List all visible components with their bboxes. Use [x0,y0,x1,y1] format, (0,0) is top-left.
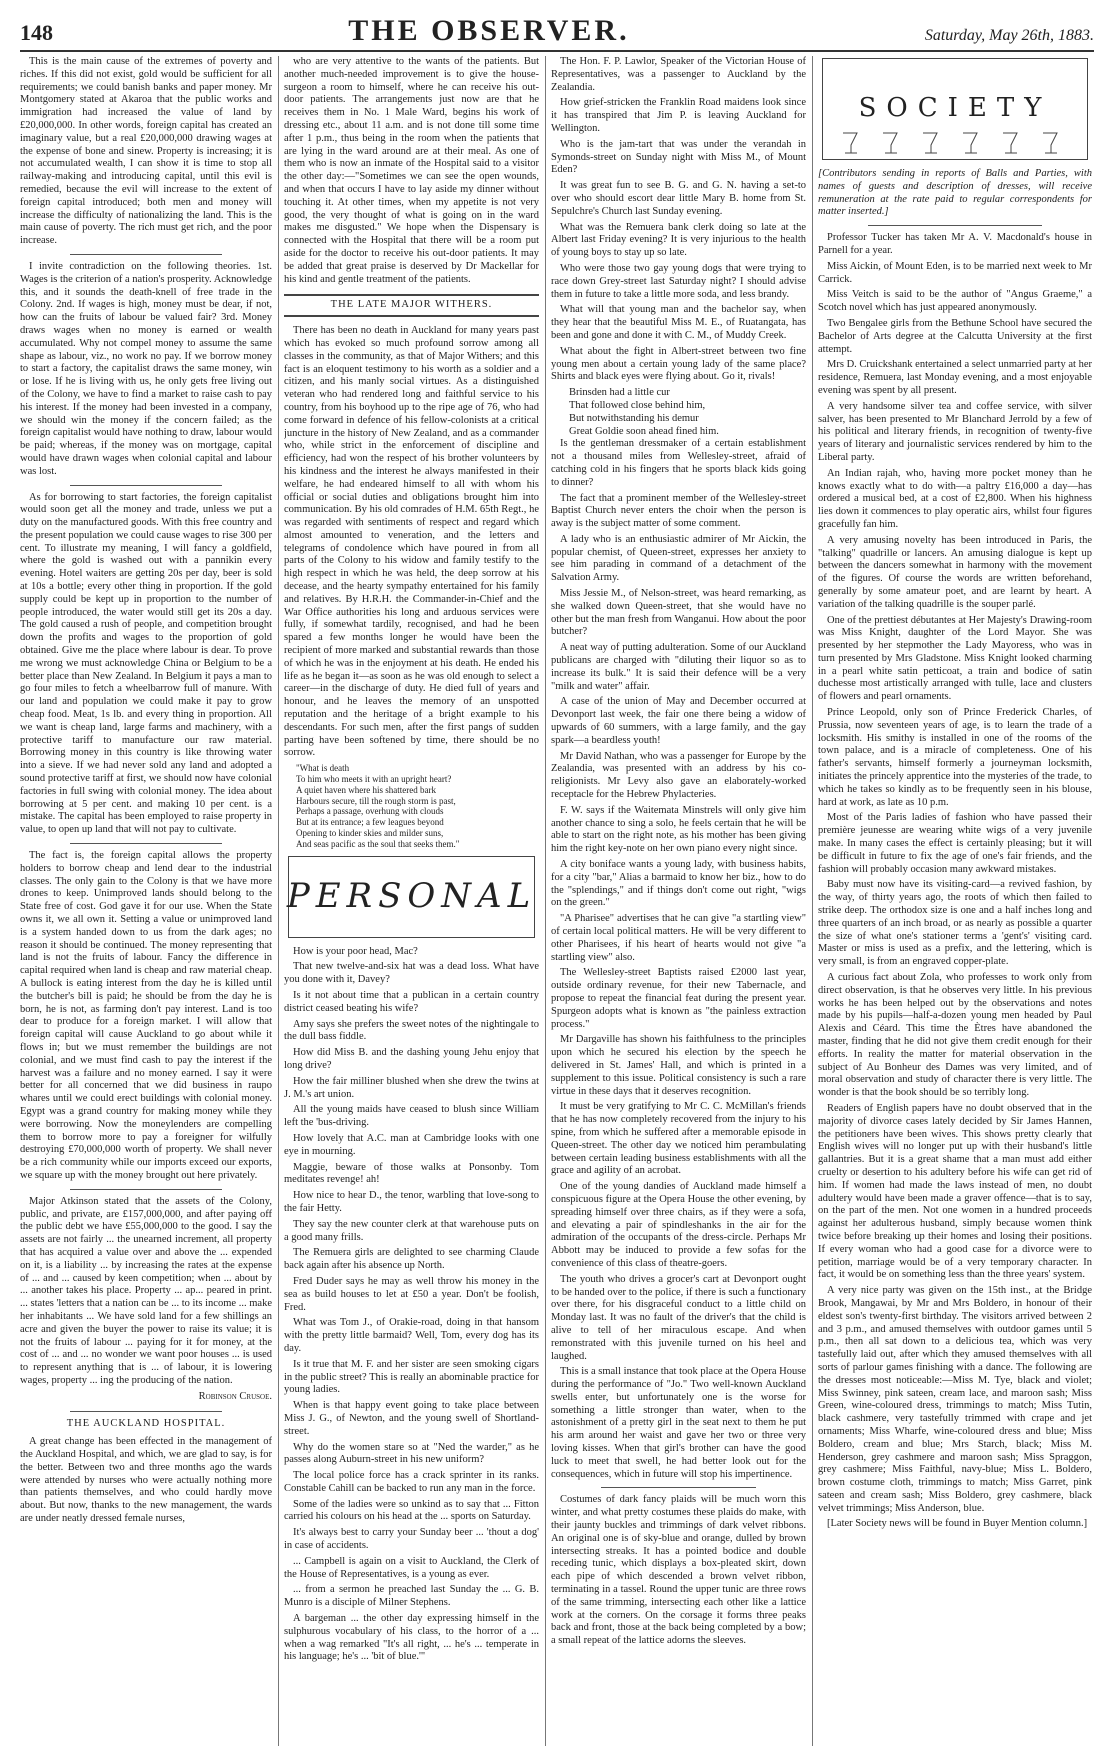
news-item: Baby must now have its visiting-card—a revived fashion, by the way, of thirty years ago, the roots of which then failed to strike deep. The orthodox size is one and a half inches long and three quarters of an inch broad, or as nearly as possible a quarter the size of what one's stationer terms a 'gent's' visiting card. Master or miss is used as a prefix, and the lettering, which is very small, is from an engraved copper-plate. [818,879,1092,968]
divider [70,485,222,486]
news-item: [Later Society news will be found in Buyer Mention column.] [827,1518,1088,1530]
verse-line: Perhaps a passage, overhung with clouds [296,806,444,817]
news-item: F. W. says if the Waitemata Minstrels will only give him another chance to sing a solo, he feels certain that he will be able to start on the right note, as his mother has been giving him the right key-note on her own piano every night since. [551,804,806,855]
article-paragraph: I invite contradiction on the following theories. 1st. Wages is the criterion of a nation's prosperity. Acknowledge this, and it sounds the death-knell of free trade in the Colony. 2nd. If wages is high, money must be dear, if not, how can the fruits of labour be valued fair? 3rd. Money draws wages when no money is earned or wealth accumulated. Why not compel money to assume the same shape as labour, viz., no work no pay. If we borrow money to start a factory, the capitalist draws the same money, win or lose. If he is living with us, he only gets free living out of the Colony, we have to find a market to raise cash to pay his interest. If the money had been invested in a company, we should win the money if the concern failed; as the foreign capitalist would have nothing to draw, labour would be paid; whereas, if the money was on mortgage, capital would have drawn wages when colonial capital and labour was lost. [20,260,272,477]
divider [868,225,1042,226]
verse-line: To him who meets it with an upright heart? [296,774,452,785]
news-item: A bargeman ... the other day expressing himself in the sulphurous vocabulary of his class, to the horror of a ... when a wag remarked "It's all right, ... he's ... temperate in his language; he's ... 'bit of blue.'" [284,1613,539,1663]
news-item: Fred Duder says he may as well throw his money in the sea as build houses to let at £50 a year. Don't be foolish, Fred. [284,1275,539,1313]
news-item: How did Miss B. and the dashing young Jehu enjoy that long drive? [284,1047,539,1071]
news-item: A curious fact about Zola, who professes to work only from direct observation, is that he observes very little. In his previous works he has been helped out by the observations and notes made by his pupils—half-a-dozen young men headed by Paul Alexis and Céard. This time the Ètres have abandoned the master, finding that he did not give them credit enough for their efforts. In reality the matter for material observation in the subject of Au Bonheur des Dames was very limited, and of moral observation and study of character there is very little. The wonder is that the book should be so terribly long. [818,972,1092,1099]
column-3 [551,56,806,1746]
news-item: ... from a sermon he preached last Sunday the ... G. B. Munro is a disciple of Milner Stephens. [284,1584,539,1609]
masthead [20,14,1094,52]
news-item: Readers of English papers have no doubt observed that in the majority of divorce cases lately decided by Sir James Hannen, the petitioners have been wives. This shows pretty clearly that English wives will no longer put up with their husband's little gallantries. But it is a great shame that a man must add either cruelty or desertion to his adultery before his wife can get rid of him. If women had made the laws instead of men, no doubt adultery would have been made a graver offence—that is to say, on the part of the men. Not one women in a hundred proceeds against her adulterous husband, simply because women think twice before breaking up their homes and losing their positions. If every woman who had a good case for a divorce were to petition, marriage would be of a very temporary character. In fact, it would be on something less than the three years' system. [818,1102,1092,1281]
news-item: A neat way of putting adulteration. Some of our Auckland publicans are charged with "diluting their liquor so as to increase its bulk." It is said their defence will be a very "milk and water" affair. [551,642,806,692]
divider [70,254,222,255]
news-item: Some of the ladies were so unkind as to say that ... Fitton carried his colours on his head at the ... sports on Saturday. [284,1498,539,1523]
verse-line: Harbours secure, till the rough storm is past, [296,795,456,806]
news-item: A very handsome silver tea and coffee service, with silver salver, has been presented to Mr Blanchard Jerrold by a few of his political and literary friends, in recognition of twenty-five years of literary and journalistic services rendered by him to the Liberal party. [818,400,1092,463]
news-item: Mrs D. Cruickshank entertained a select unmarried party at her residence, Remuera, last Monday evening, and a most enjoyable evening was spent by all present. [818,359,1092,396]
personal-list [284,946,539,1665]
verse-line: Opening to kinder skies and milder suns, [296,828,444,839]
verse-line: "What is death [296,763,350,774]
divider [601,1487,756,1488]
article-paragraph: A great change has been effected in the management of the Auckland Hospital, and which, we are glad to say, is for the better. Between two and three months ago the wards were attended by nurses who were actually nothing more than patients themselves, and who could hardly move about. But now, thanks to the new management, the wards are under neatly dressed female nurses, [20,1436,272,1525]
author-signature: Robinson Crusoe. [198,1390,272,1402]
glasses-illustration [823,131,1083,155]
news-item: How nice to hear D., the tenor, warbling that love-song to the fair Hetty. [284,1190,539,1214]
column-1 [20,56,272,1746]
news-item: Mr Dargaville has shown his faithfulness to the principles upon which he secured his election by the speech he delivered in St. James' Hall, and which is printed in a supplement to this issue. Political consistency is such a rare virtue in these days that it deserves recognition. [551,1034,806,1097]
news-item: Mr David Nathan, who was a passenger for Europe by the Zealandia, was presented with an address by his co-religionists. Mr Levy also gave an elaborately-worked receptacle for the Hebrew Phylacteries. [551,750,806,801]
news-item: Is the gentleman dressmaker of a certain establishment not a thousand miles from Wellesley-street, afraid of catching cold in his fingers that he sports black kids going to dinner? [551,438,806,488]
news-item: That new twelve-and-six hat was a dead loss. What have you done with it, Davey? [284,961,539,986]
verse-line: But notwithstanding his demur [569,412,699,424]
news-item: It was great fun to see B. G. and G. N. having a set-to over who should escort dear little Mary B. home from St. Sepulchre's Church last Sunday evening. [551,180,806,217]
news-item: Two Bengalee girls from the Bethune School have secured the Bachelor of Arts degree at the Calcutta University at the first attempt. [818,317,1092,355]
news-item: A lady who is an enthusiastic admirer of Mr Aickin, the popular chemist, of Queen-street, expresses her anxiety to see him parading in command of a detachment of the Salvation Army. [551,533,806,584]
news-item: The Wellesley-street Baptists raised £2000 last year, outside ordinary revenue, for their new Tabernacle, and propose to repeat the financial feat during the present year. Spurgeon adopts what is known as "the painless extraction process." [551,967,806,1030]
news-item: All the young maids have ceased to blush since William left the 'bus-driving. [284,1104,539,1129]
news-item: A case of the union of May and December occurred at Devonport last week, the fair one there being a widow of upwards of 60 summers, with a large family, and the gay spark—a beardless youth! [551,696,806,746]
news-item: "A Pharisee" advertises that he can give "a startling view" of certain local political matters. He will be very different to other Pharisees, if his heart of hearts would not give "a startling view" also. [551,913,806,963]
news-item: It's always best to carry your Sunday beer ... 'thout a dog' in case of accidents. [284,1527,539,1552]
news-item: An Indian rajah, who, having more pocket money than he knows exactly what to do with—a paltry £16,000 a day—has ordered a musical bed, at a cost of £2,800. When his highness lies down it commences to play operatic airs, whilst four figures gracefully fan him. [818,467,1092,530]
news-item: How lovely that A.C. man at Cambridge looks with one eye in mourning. [284,1132,539,1157]
issue-date: Saturday, May 26th, 1883. [924,27,1094,44]
divider [70,1189,222,1190]
news-item: What will that young man and the bachelor say, when they hear that the beautiful Miss M. E., of Ruatangata, has been and gone and done it with C. M., of Muddy Creek. [551,304,806,341]
news-item: They say the new counter clerk at that warehouse puts on a good many frills. [284,1218,539,1243]
news-item: The local police force has a crack sprinter in its ranks. Constable Cahill can be backed to run any man in the force. [284,1470,539,1494]
news-item: When is that happy event going to take place between Miss J. G., of Newton, and the young swell of Shortland-street. [284,1400,539,1437]
article-paragraph: There has been no death in Auckland for many years past which has evoked so much profound sorrow among all classes in the community, as that of Major Withers; and this fact is an eloquent testimony to his worth as a soldier and a citizen, and his manly social virtues. As a distinguished veteran who had rendered long and faithful service to his country, from his boyhood up to the ripe age of 76, who had come forward in defence of his fellow-colonists at a critical juncture in the history of New Zealand, and as a commander who, while strict in the enforcement of discipline and efficiency, had won the respect of his brother volunteers by his kindness and the interest he always manifested in their welfare, he had endeared himself to all with whom his official or social duties and obligations brought him into communication. By his old comrades of H.M. 65th Regt., he was regarded with sentiments of respect and regard which almost amounted to veneration, and the letters and telegrams of condolence which have poured in from all parts of the Colony to his widow and family testify to the high respect in which he was held, the deep sorrow at his decease, and the hearty sympathy entertained for his family and relatives. By H.R.H. the Commander-in-Chief and the War Office authorities his long and arduous services were fully, if somewhat tardily, recognised, and had he been spared a few months longer he would have been the recipient of more marked and substantial rewards than those of which he was in the enjoyment at his death. He ended his life as he began it—as soon as he was old enough to select a career—in the discharge of duty. He died full of years and honour, and he leaves the memory of an unspotted reputation and the heritage of a bright example to his descendants. For such men, after the first pangs of sudden parting have been softened by time, there should be no sorrow. [284,325,539,759]
news-item: The Remuera girls are delighted to see charming Claude back again after his absence up North. [284,1247,539,1272]
column-2 [284,56,539,1746]
news-item: How is your poor head, Mac? [293,945,418,957]
section-heading-text: THE LATE MAJOR WITHERS. [330,299,493,311]
divider [70,843,222,844]
verse-line: That followed close behind him, [569,399,706,411]
news-item: Is it not about time that a publican in a certain country district ceased beating his wife? [284,990,539,1014]
verse-line: A quiet haven where his shattered bark [296,784,436,795]
section-heading: THE AUCKLAND HOSPITAL. [66,1418,226,1430]
news-item: Who is the jam-tart that was under the verandah in Symonds-street on Sunday night with Miss M., of Mount Eden? [551,138,806,176]
news-item: What was Tom J., of Orakie-road, doing in that hansom with the pretty little barmaid? Well, Tom, every dog has its day. [284,1317,539,1354]
column-rule [545,56,546,1746]
article-paragraph: Costumes of dark fancy plaids will be much worn this winter, and what pretty costumes these plaids do make, with their jaunty buckles and trimmings of dark velvet ribbons. An original one is of sky-blue and orange, dulled by brown intersecting streaks. It has a pointed bodice and double receding tunic, which displays a box-pleated skirt, down each pipe of which descended a brown velvet ribbon, terminating in a tassel. Round the upper tunic are three rows of the same trimming, intersecting each other like a lattice work at the corners. On the corsage it forms three peaks back and front, those at the back being completed by a bow; a small repeat of the lattice adorns the sleeves. [551,1494,806,1647]
news-item: Amy says she prefers the sweet notes of the nightingale to the dull bass fiddle. [284,1018,539,1043]
news-item: The Hon. F. P. Lawlor, Speaker of the Victorian House of Representatives, was a passenger to Auckland by the Zealandia. [551,56,806,93]
verse-line: And seas pacific as the soul that seeks them." [296,838,460,849]
personal-banner [288,856,535,938]
news-item: It must be very gratifying to Mr C. C. McMillan's friends that he has now completely recovered from the injury to his spine, from which he suffered after a memorable episode in Queen-street. The other day we noticed him perambulating between certain leading business establishments with all the grace and agility of an acrobat. [551,1101,806,1177]
verse-line: But at its entrance; a few leagues beyond [296,817,444,828]
article-paragraph: As for borrowing to start factories, the foreign capitalist would soon get all the money and trade, unless we put a duty on the manufactured goods. With this free country and the present population we could cause wages to rise 300 per cent. To illustrate my meaning, I will fancy a goldfield, where the gold is washed out with a pannikin every evening. Hotel waiters are getting 20s per day, beer is sold at 10s a bottle; every other thing in proportion. If the gold supply could be kept up in proportion to the number of people introduced, the water would still get its 20s a day. The gold caused a rush of people, and competition brought down the profits and wages to the proportion of gold obtained. Give me the place where labour is dear. To prove me wrong we must acknowledge China or Belgium to be a better place than New Zealand. In Belgium it pays a man to go four miles to fetch a wheelbarrow full of manure. With our land and population we could make it pay to grow cheap food. Meat, 1s lb. and every thing in proportion. All we want is cheap land, large farms and machinery, with a protective tariff to manufacture our raw material. Borrowing money in this country is like throwing water into a sieve. If we had never sold any land and adopted a sound protective tariff at first, we should now have colonial factories in full swing with colonial money. The idea about borrowing at 5 per cent. and making 10 per cent. is a mistake. The capital has been employed to raise property in value, to open up land that will not pay to cultivate. [20,491,272,836]
news-item: ... Campbell is again on a visit to Auckland, the Clerk of the House of Representatives, is a young as ever. [284,1555,539,1580]
news-item: This is a small instance that took place at the Opera House during the performance of "Jo." Two well-known Auckland swells enter, but unfortunately one is the worse for something a little stronger than water, when to the astonishment of a pretty girl in the seat next to them he put his arm around her waist and gave her two or three very loving kisses. When that girl's brother can have the good luck to meet that swell, he had better look out for the consequences, which in future will stop his impertinence. [551,1366,806,1480]
news-item: A city boniface wants a young lady, with business habits, for a city "bar," Alias a barmaid to know her biz., how to do the "splendings," and if things don't come out right, "wigs on the green." [551,859,806,909]
news-item: Prince Leopold, only son of Prince Frederick Charles, of Prussia, now seventeen years of age, is to learn the trade of a locksmith. His smithy is installed in one of the rooms of the town palace, and is a miracle of completeness. One of his father's servants, himself formerly a journeyman locksmith, initiates the princely apprentice into the mysteries of the trade, to which he takes so kindly as to be frequently seen in his blouse, hard at work, as late as 10 p.m. [818,707,1092,808]
article-paragraph: The fact is, the foreign capital allows the property holders to borrow cheap and lend dear to the industrial classes. The only gain to the Colony is that we have more drones to keep. Unimproved lands should belong to the State free of cost. God gave it for our use. When the State owns it, we all own it. Setting a value or unimproved land is a system handed down to us from the dark ages; no reason it should be continued. The money representing that land is not the fruits of labour. Fancy the difference in capital required when land is cheap and raw material cheap. A bullock is eating interest from the day he is killed until the butcher's bill is paid; he should be from the day he is born, he is not, as farming don't pay interest. Land is too dear to produce for a foreign market. I will allow that foreign capital will cause Auckland to go about while it flows in; but we must remember the buildings are not colonial, and we must find cash to pay the interest if the harvest was a failure and no money earned. I say it were better for all concerned that we did business in raupo whares until we could erect buildings with colonial money. Egypt was a grand country for making money while they were borrowing. Now the moneylenders are compelling them to borrow more to pay a foreigner for wilfully destroying £70,000,000 worth of property. We shall never be a rich community while our imports exceed our exports, we square up with the money brought out here privately. [20,850,272,1181]
news-item: Why do the women stare so at "Ned the warder," as he passes along Auburn-street in his new uniform? [284,1441,539,1466]
society-banner-text: SOCIETY [858,93,1052,124]
news-item: Most of the Paris ladies of fashion who have passed their première jeunesse are wearing white wigs of a very juvenile make. In many cases the effect is certainly pleasing; but it will be difficult in future to fix the age of one's fair friends, and the fashion will probably occasion many awkward mistakes. [818,812,1092,875]
column-4 [818,56,1092,1746]
article-paragraph: Major Atkinson stated that the assets of the Colony, public, and private, are £157,000,000, and after paying off the public debt we have £55,000,000 to the good. I say the assets are not fairly ... the unearned increment, all property that has acquired a value over and above the ... expended on it, is a liability ... by increasing the rates at the expense of ... and ... caused by keen competition; when ... about by ... another takes his place. Property ... ap... peared in print. ... states 'letters that a nation can be ... to its income ... make her inhabitants ... We have sold land for a few shillings an acre and given the buyer the power to raise its value; it is not the fruits of labour ... paying for it for money, at the cost of ... and ... no wonder we want poor houses ... is used to represent anything that is ... of labour, it is lowering wages, property ... ing the producing of the nation. [20,1195,272,1386]
verse-line: Great Goldie soon ahead fined him. [569,425,719,437]
news-item: A very nice party was given on the 15th inst., at the Bridge Brook, Mangawai, by Mr and Mrs Boldero, in honour of their eldest son's twenty-first birthday. The visitors arrived between 2 and 3 p.m., and amused themselves with outdoor games until 5 p.m., then all sat down to a delicious tea, which was very tastefully laid out, after which they amused themselves with all sorts of parlour games finishing with a dance. The following are the dresses most noticeable:—Miss M. Tye, black and violet; Miss Swinney, pink sateen, cream lace, and maroon sash; Miss Green, wine-coloured dress, trimmings to match; Miss Tutin, black cashmere, very tastefully trimmed with crape and jet ornaments; Miss Wharfe, wine-coloured dress and blue; Miss Boldero, cream and blue; Mrs Starch, black; Miss M. Henderson, grey cashmere and maroon sash; Miss Spraggon, grey cashmere; Miss Faithful, navy-blue; Miss L. Boldero, brown costume cloth, trimmings to match; Miss Garret, pink sateen and cream sash; Miss Boldero, grey cashmere, black velvet trimmings; Miss Anderson, blue. [818,1285,1092,1514]
news-item: How the fair milliner blushed when she drew the twins at J. M.'s art union. [284,1075,539,1100]
column-rule [278,56,279,1746]
article-paragraph: This is the main cause of the extremes of poverty and riches. If this did not exist, gold would be sufficient for all requirements; we could banish banks and paper money. Mr Montgomery stated at Akaroa that the public works and immigration had increased the value of land by £20,000,000. In other words, foreign capital has created an imaginary value, but a real £20,000,000 drawing wages at the expense of bone and sinew. Property is increasing; it is not accumulated wealth, I can show it is time to stop all railway-making and introducing capital, until this evil is remedied, because the evil will increase to the extent of foreign capital introduced; both men and money will increase the difficulty of nationalizing the land. This is the main cause of poverty. The rich must get rich, and the poor increase. [20,56,272,247]
contributors-notice: [Contributors sending in reports of Balls and Parties, with names of guests and description of dresses, will receive remuneration at the rate paid to regular correspondents for matter inserted.] [818,168,1092,218]
news-item: One of the prettiest débutantes at Her Majesty's Drawing-room was Miss Knight, daughter of the Lord Mayor. She was presented by her stepmother the Lady Mayoress, who was in turn presented by Mrs Gladstone. Miss Knight looked charming in a pearl white satin petticoat, a train and bodice of satin duchesse most artistically arranged with tulle, lace and clusters of flowers and pearl ornaments. [818,614,1092,703]
news-item: A very amusing novelty has been introduced in Paris, the "talking" quadrille or lancers. An amusing dialogue is kept up between the dancers somewhat in harmony with the movement of the figures. Of course the words are written beforehand, generally by some amateur poet, and are learnt by heart. A variation of the talking quadrille is the souper parlé. [818,534,1092,610]
news-item: Miss Veitch is said to be the author of "Angus Graeme," a Scotch novel which has just appeared anonymously. [818,289,1092,314]
newspaper-title: THE OBSERVER. [348,14,630,47]
news-item: Miss Aickin, of Mount Eden, is to be married next week to Mr Carrick. [818,260,1092,285]
news-item: Is it true that M. F. and her sister are seen smoking cigars in the public street? This is really an abominable practice for young ladies. [284,1358,539,1396]
news-item: One of the young dandies of Auckland made himself a conspicuous figure at the Opera House the other evening, by spreading himself over three chairs, as if they were a sofa, and elevating a pair of spindleshanks in the air for the admiration of the occupants of the dress-circle. Perhaps Mr Abbott may be induced to provide a few sofas for the convenience of this class of theatre-goers. [551,1181,806,1269]
society-list [818,232,1092,1531]
page-number: 148 [20,20,53,45]
news-item: Who were those two gay young dogs that were trying to race down Grey-street last Saturday night? I should advise them in future to take a little more soda, and less brandy. [551,262,806,300]
personal-banner-text: PERSONAL [286,875,537,916]
news-item: Miss Jessie M., of Nelson-street, was heard remarking, as she walked down Queen-street, that she would have no other but the man fresh from Wanganui. How about the poor butcher? [551,588,806,638]
news-item: Professor Tucker has taken Mr A. V. Macdonald's house in Parnell for a year. [818,232,1092,256]
news-item: What about the fight in Albert-street between two fine young men about a certain young lady of the same place? Shirts and black eyes were flying about. Go it, rivals! [551,345,806,383]
news-item: The fact that a prominent member of the Wellesley-street Baptist Church never enters the choir when the person is away is the subject matter of some comment. [551,492,806,530]
verse-line: Brinsden had a little cur [569,387,670,399]
news-item: The youth who drives a grocer's cart at Devonport ought to be handed over to the police, if there is such a functionary over there, for his disgraceful conduct to a little child on Monday last. It was no fault of the driver's that the child is alive to tell of her miraculous escape. And when remonstrated with this juvenile turned on his heel and laughed. [551,1273,806,1362]
society-banner [822,58,1088,160]
article-paragraph: who are very attentive to the wants of the patients. But another much-needed improvement is to give the house-surgeon a room to himself, where he can receive his out-door patients. The arrangements just now are that he receives them in No. 1 Male Ward, begins his work of dressing etc., about 11 a.m. and is not done till some time after 1 p.m., thus being in the room when the patients that are lying in the ward around are at their meal. As one of them who is now an inmate of the Hospital said to a visitor the other day:—"Sometimes we can see the open wounds, and when that occurs I have to lay aside my dinner without touching it. At other times, when my appetite is not very good, the very thought of what is going on in the ward makes me disgusted." We hope when the Dispensary is connected with the Hospital that there will be a room put aside for the doctor to receive his out-door patients. It may be added that great praise is deserved by Dr Mackellar for his kind and gentle treatment of the patients. [284,56,539,285]
news-item: What was the Remuera bank clerk doing so late at the Albert last Friday evening? It is very injurious to the health of young boys to stay up so late. [551,221,806,259]
news-item: Maggie, beware of those walks at Ponsonby. Tom meditates revenge! ah! [284,1161,539,1186]
personal-list [551,56,806,384]
personal-list [551,438,806,1481]
section-heading [284,294,539,317]
column-rule [812,56,813,1746]
divider [70,1411,222,1412]
news-item: How grief-stricken the Franklin Road maidens look since it has transpired that Jim P. is leaving Auckland for Wellington. [551,97,806,134]
